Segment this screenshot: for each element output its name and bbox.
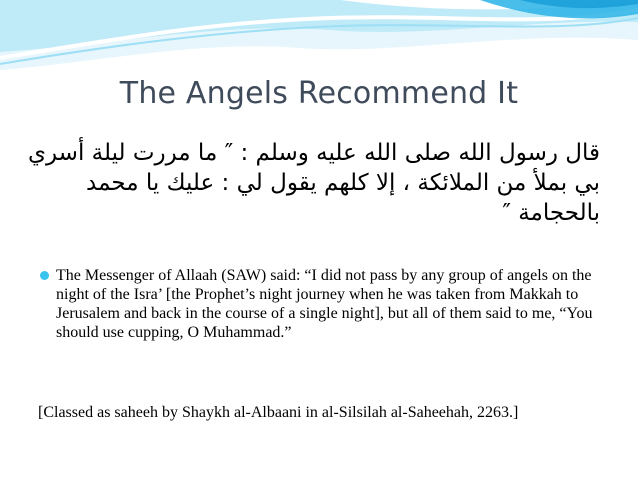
bullet-dot-icon <box>40 271 49 280</box>
slide-title: The Angels Recommend It <box>119 76 519 111</box>
bullet-text: The Messenger of Allaah (SAW) said: “I did not pass by any group of angels on the night of the Isra’ [the Prophet’s night journey when he was taken from Makkah to Jerusalem and back in the course of a single night], but all of them said to me, “You should use cupping, O Muhammad.” <box>56 267 593 341</box>
citation-text: [Classed as saheeh by Shaykh al-Albaani in al-Silsilah al-Saheehah, 2263.] <box>38 404 519 421</box>
bullet-item <box>40 266 600 342</box>
arabic-hadith-text <box>27 138 600 228</box>
arabic-line: قال رسول الله صلى الله عليه وسلم : ″ ما مررت ليلة أسري <box>27 140 600 166</box>
arabic-line: بي بملأ من الملائكة ، إلا كلهم يقول لي : عليك يا محمد <box>86 170 600 196</box>
arabic-line: بالحجامة ″ <box>502 200 600 226</box>
